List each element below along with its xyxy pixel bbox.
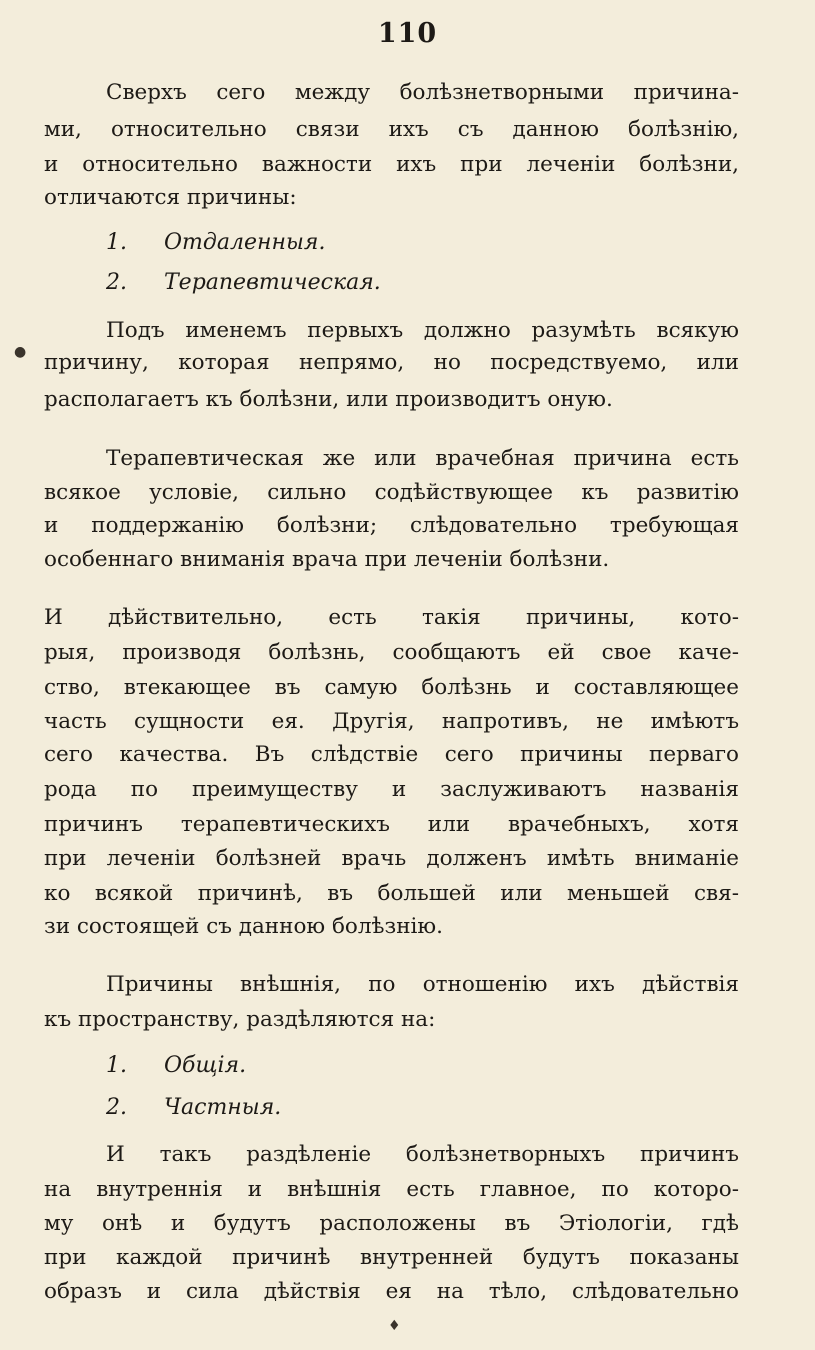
ink-dot-icon: ● xyxy=(14,344,27,360)
text-line: сего качества. Въ слѣдствіе сего причины перваго xyxy=(44,742,739,767)
text-line: причину, которая непрямо, но посредствуемо, или xyxy=(44,350,739,375)
list-item-text: Отдаленныя. xyxy=(164,230,326,255)
text-line: причинъ терапевтическихъ или врачебныхъ, хотя xyxy=(44,812,739,837)
text-line: рыя, производя болѣзнь, сообщаютъ ей свое каче- xyxy=(44,640,739,665)
text-line: рода по преимуществу и заслуживаютъ названія xyxy=(44,777,739,802)
page-number: 110 xyxy=(377,18,438,49)
text-line: ми, относительно связи ихъ съ данною болѣзнію, xyxy=(44,117,739,142)
list-item xyxy=(106,1053,246,1078)
text-line: особеннаго вниманія врача при леченіи болѣзни. xyxy=(44,547,610,572)
text-line: Терапевтическая же или врачебная причина есть xyxy=(106,446,739,471)
list-item-number: 1. xyxy=(106,1053,127,1078)
text-line: къ пространству, раздѣляются на: xyxy=(44,1007,436,1032)
text-line: и относительно важности ихъ при леченіи болѣзни, xyxy=(44,152,739,177)
list-item xyxy=(106,230,325,255)
text-line: при каждой причинѣ внутренней будутъ показаны xyxy=(44,1245,739,1270)
list-item-number: 1. xyxy=(106,230,127,255)
list-item-number: 2. xyxy=(106,270,127,295)
text-line: всякое условіе, сильно содѣйствующее къ развитію xyxy=(44,480,739,505)
text-line: Причины внѣшнія, по отношенію ихъ дѣйствія xyxy=(106,972,739,997)
text-line: и поддержанію болѣзни; слѣдовательно требующая xyxy=(44,513,739,538)
list-item-text: Общія. xyxy=(164,1053,247,1078)
list-item-text: Терапевтическая. xyxy=(164,270,381,295)
text-line: Сверхъ сего между болѣзнетворными причина- xyxy=(106,80,739,105)
text-line: ко всякой причинѣ, въ большей или меньшей свя- xyxy=(44,881,739,906)
text-line: располагаетъ къ болѣзни, или производитъ оную. xyxy=(44,387,613,412)
text-line: Подъ именемъ первыхъ должно разумѣть всякую xyxy=(106,318,739,343)
list-item xyxy=(106,1095,281,1120)
text-line: образъ и сила дѣйствія ея на тѣло, слѣдовательно xyxy=(44,1279,739,1304)
text-line: на внутреннія и внѣшнія есть главное, по которо- xyxy=(44,1177,739,1202)
text-line: му онѣ и будутъ расположены въ Этіологіи, гдѣ xyxy=(44,1211,739,1236)
text-line: отличаются причины: xyxy=(44,185,297,210)
ink-mark-icon: ♦ xyxy=(388,1318,401,1334)
list-item-number: 2. xyxy=(106,1095,127,1120)
text-line: часть сущности ея. Другія, напротивъ, не имѣютъ xyxy=(44,709,739,734)
text-line: И дѣйствительно, есть такія причины, кото- xyxy=(44,605,739,630)
text-line: И такъ раздѣленіе болѣзнетворныхъ причинъ xyxy=(106,1142,739,1167)
text-line: при леченіи болѣзней врачь долженъ имѣть вниманіе xyxy=(44,846,739,871)
list-item-text: Частныя. xyxy=(164,1095,282,1120)
text-line: ство, втекающее въ самую болѣзнь и составляющее xyxy=(44,675,739,700)
list-item xyxy=(106,270,381,295)
text-line: зи состоящей съ данною болѣзнію. xyxy=(44,914,443,939)
